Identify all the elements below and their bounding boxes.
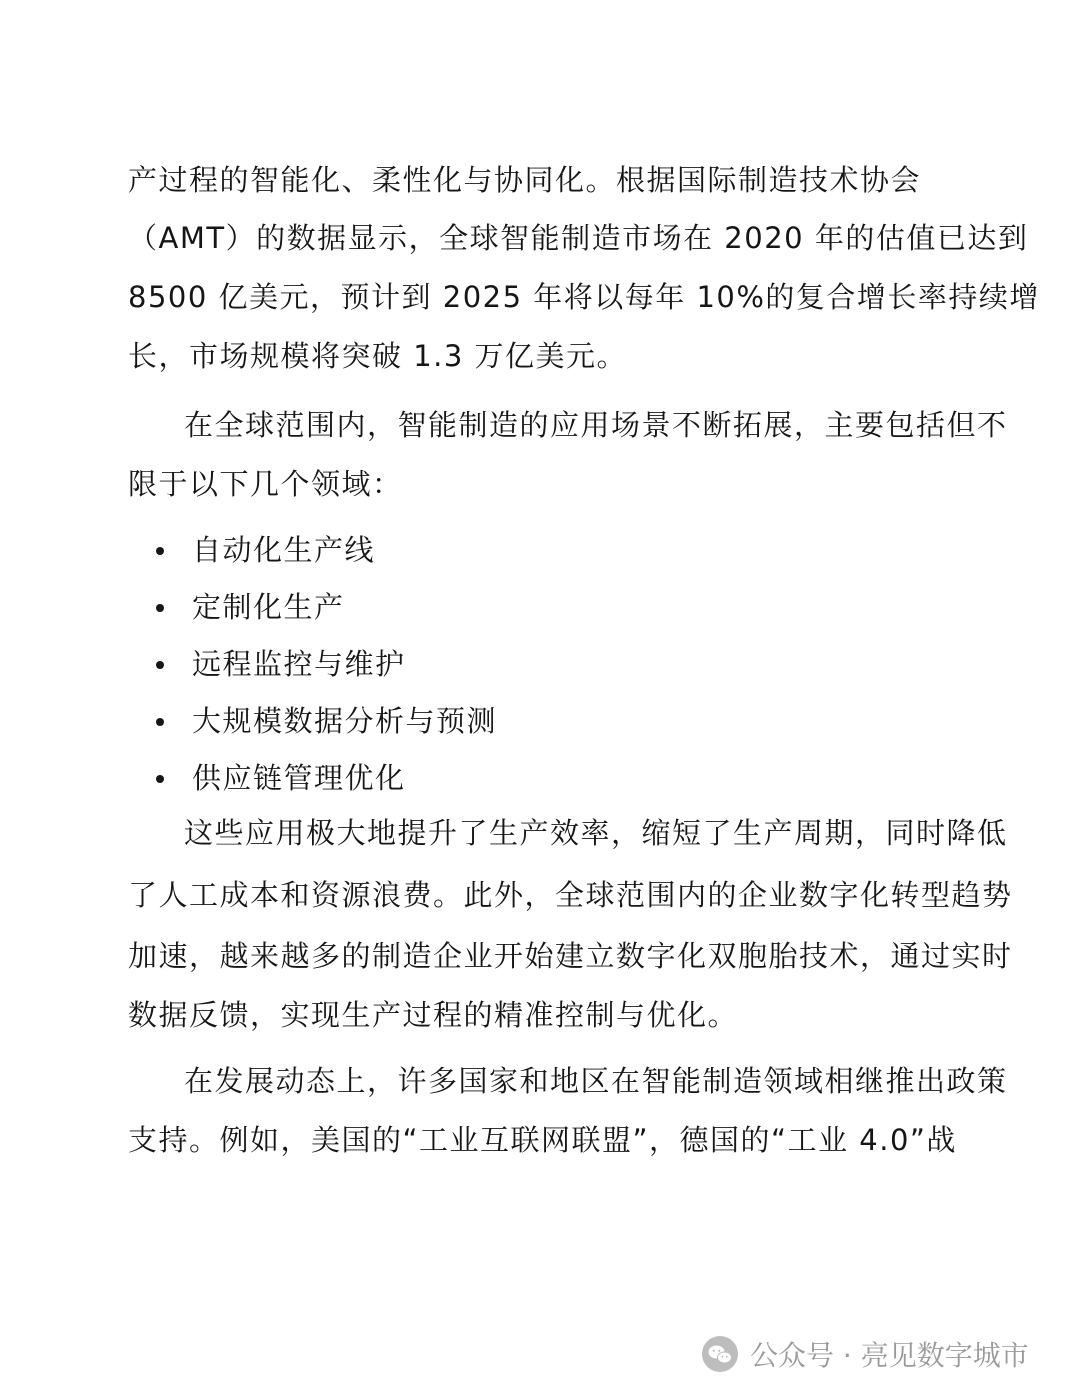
paragraph-3-line-2: 了人工成本和资源浪费。此外，全球范围内的企业数字化转型趋势	[128, 878, 1013, 912]
bullet-dot-icon	[156, 661, 164, 669]
list-item-text: 远程监控与维护	[192, 647, 406, 681]
paragraph-4-line-1: 在发展动态上，许多国家和地区在智能制造领域相继推出政策	[184, 1064, 1008, 1098]
list-item-text: 供应链管理优化	[192, 761, 406, 795]
list-item-text: 自动化生产线	[192, 533, 376, 567]
watermark	[700, 1332, 1029, 1376]
list-item-text: 定制化生产	[192, 590, 345, 624]
paragraph-1-line-3: 8500 亿美元，预计到 2025 年将以每年 10%的复合增长率持续增	[128, 280, 1040, 314]
bullet-dot-icon	[156, 775, 164, 783]
paragraph-1-line-4: 长，市场规模将突破 1.3 万亿美元。	[128, 339, 628, 373]
bullet-dot-icon	[156, 604, 164, 612]
paragraph-3-line-1: 这些应用极大地提升了生产效率，缩短了生产周期，同时降低	[184, 816, 1008, 850]
paragraph-4-line-2: 支持。例如，美国的“工业互联网联盟”，德国的“工业 4.0”战	[128, 1123, 957, 1157]
paragraph-3-line-4: 数据反馈，实现生产过程的精准控制与优化。	[128, 998, 739, 1032]
bullet-dot-icon	[156, 718, 164, 726]
paragraph-2-line-1: 在全球范围内，智能制造的应用场景不断拓展，主要包括但不	[184, 408, 1008, 442]
paragraph-1-line-2: （AMT）的数据显示，全球智能制造市场在 2020 年的估值已达到	[128, 221, 1029, 255]
bullet-dot-icon	[156, 547, 164, 555]
wechat-icon	[700, 1334, 740, 1374]
paragraph-2-line-2: 限于以下几个领域：	[128, 467, 403, 501]
paragraph-1-line-1: 产过程的智能化、柔性化与协同化。根据国际制造技术协会	[128, 163, 922, 197]
watermark-text: 公众号 · 亮见数字城市	[750, 1339, 1029, 1372]
list-item-text: 大规模数据分析与预测	[192, 704, 498, 738]
paragraph-3-line-3: 加速，越来越多的制造企业开始建立数字化双胞胎技术，通过实时	[128, 939, 1013, 973]
